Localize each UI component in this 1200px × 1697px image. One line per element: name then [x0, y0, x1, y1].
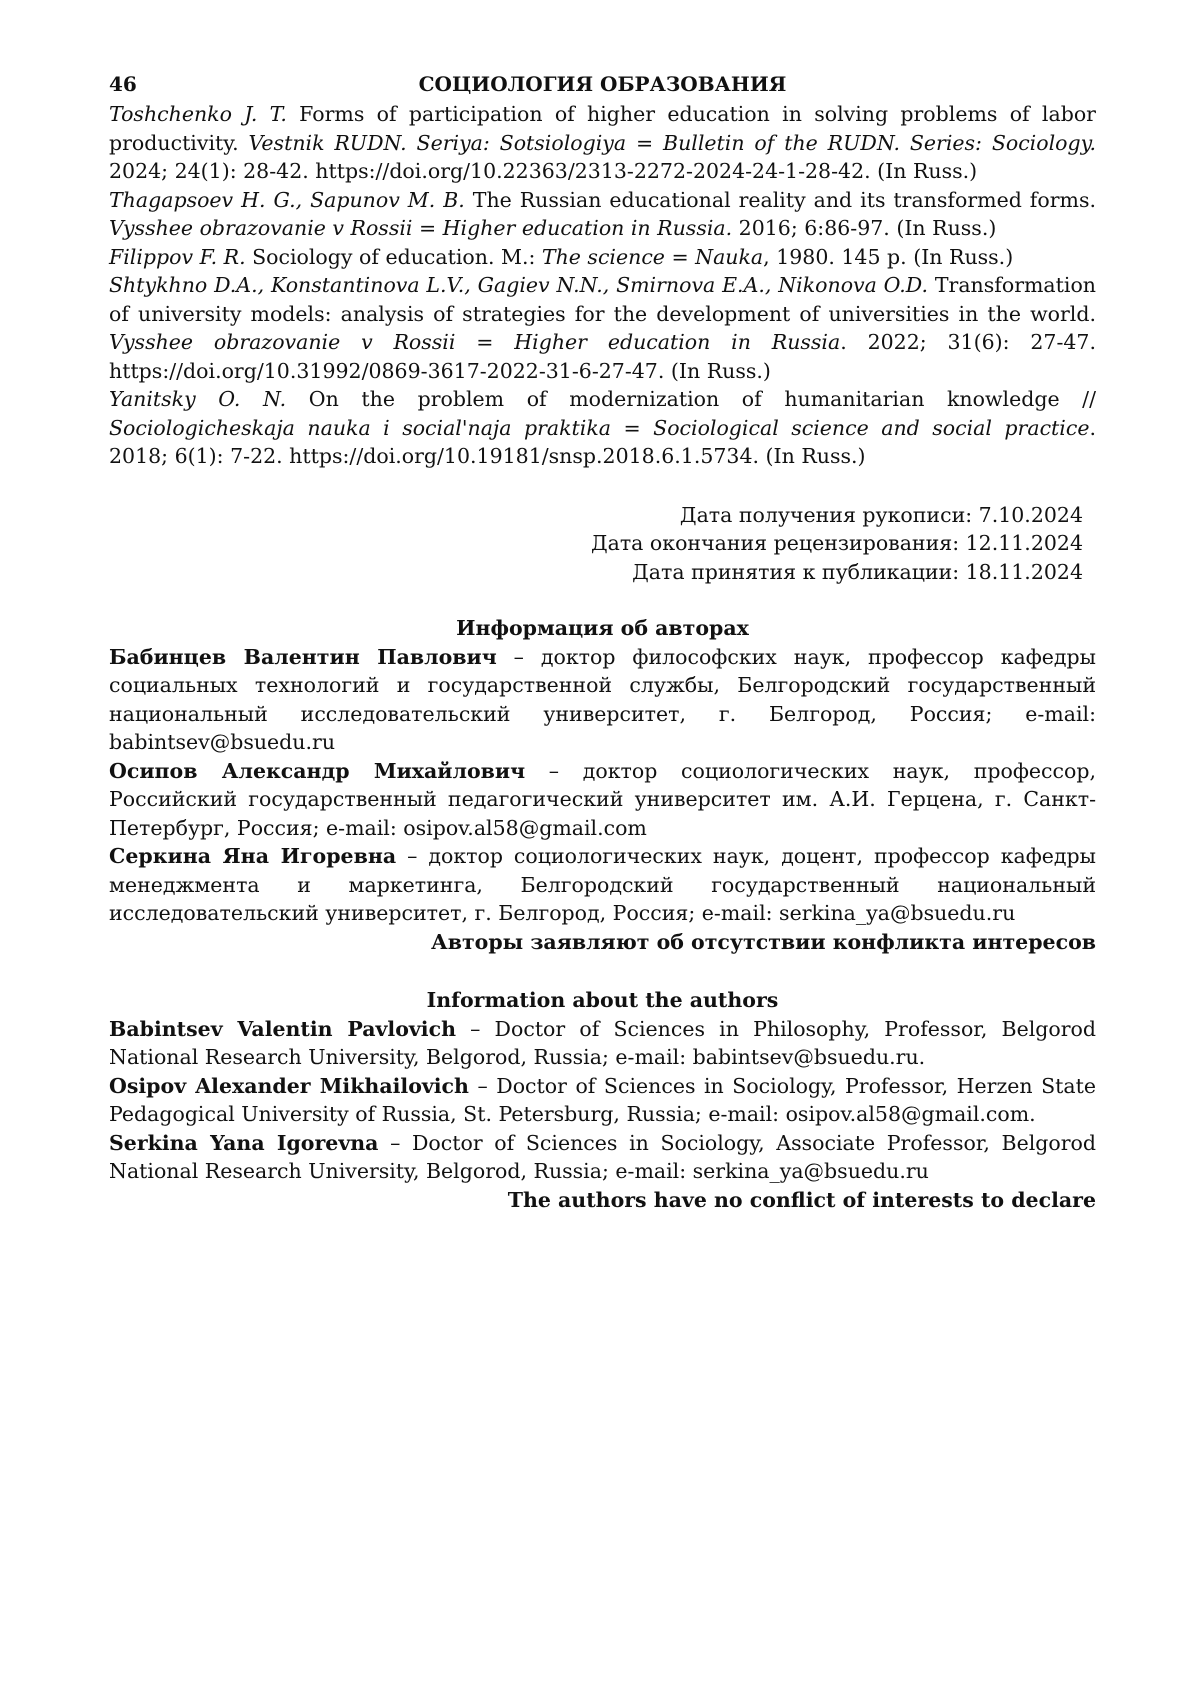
author-name: Babintsev Valentin Pavlovich — [109, 1016, 456, 1041]
reference-details: 2016; 6:86-97. (In Russ.) — [732, 216, 997, 240]
author-entry — [109, 842, 1096, 928]
reference-journal: Vysshee obrazovanie v Rossii = Higher education in Russia — [109, 330, 841, 354]
author-details: – доктор социологических наук, профессор, Российский государственный педагогический университет им. А.И. Герцена, г. Санкт-Петербург, Россия; e-mail: osipov.al58@gmail.com — [109, 758, 1096, 840]
reference-details: . 2022; 31(6): 27-47. https://doi.org/10.31992/0869-3617-2022-31-6-27-47. (In Russ.) — [109, 330, 1096, 383]
reference-journal: Vysshee obrazovanie v Rossii = Higher education in Russia. — [109, 216, 733, 240]
author-details: – Doctor of Sciences in Sociology, Associate Professor, Belgorod National Research University, Belgorod, Russia; e-mail: serkina_ya@bsuedu.ru — [109, 1130, 1096, 1183]
date-accepted: Дата принятия к публикации: 18.11.2024 — [632, 559, 1083, 584]
page-number: 46 — [109, 72, 137, 96]
author-details: – доктор социологических наук, доцент, профессор кафедры менеджмента и маркетинга, Белгородский государственный национальный исследовательский университет, г. Белгород, Россия; e-mail: serkina_ya@bsuedu.ru — [109, 844, 1096, 925]
manuscript-dates — [109, 501, 1096, 587]
reference-journal: Vestnik RUDN. Seriya: Sotsiologiya = Bulletin of the RUDN. Series: Sociology. — [248, 130, 1096, 155]
reference-authors: Yanitsky O. N. — [109, 387, 287, 411]
page-header — [109, 70, 1096, 100]
author-name: Осипов Александр Михайлович — [109, 758, 526, 783]
author-name: Serkina Yana Igorevna — [109, 1130, 379, 1155]
reference-item — [109, 243, 1096, 272]
reference-authors: Thagapsoev H. G., Sapunov M. B. — [109, 187, 465, 212]
authors-info-ru — [109, 643, 1096, 957]
reference-list — [109, 100, 1096, 471]
reference-title: On the problem of modernization of humanitarian knowledge // — [286, 387, 1096, 411]
authors-info-title-ru: Информация об авторах — [456, 616, 749, 640]
conflict-statement-ru: Авторы заявляют об отсутствии конфликта интересов — [431, 929, 1096, 954]
author-entry — [109, 1129, 1096, 1186]
reference-item — [109, 186, 1096, 243]
reference-authors: Toshchenko J. T. — [109, 102, 287, 126]
authors-info-en — [109, 1015, 1096, 1215]
author-details: – доктор философских наук, профессор кафедры социальных технологий и государственной службы, Белгородский государственный национальный исследовательский университет, г. Белгород, Россия; e-mail: babintsev@bsuedu.ru — [109, 644, 1096, 754]
author-entry — [109, 1072, 1096, 1129]
reference-details: , 1980. 145 p. (In Russ.) — [763, 244, 1014, 269]
author-name: Osipov Alexander Mikhailovich — [109, 1073, 469, 1098]
page-content — [109, 70, 1096, 1214]
reference-journal: Sociologicheskaja nauka i social'naja praktika = Sociological science and social practice — [109, 415, 1090, 440]
reference-authors: Filippov F. R. — [109, 244, 246, 269]
author-entry — [109, 757, 1096, 843]
date-reviewed: Дата окончания рецензирования: 12.11.2024 — [590, 531, 1083, 555]
reference-title: Transformation of university models: analysis of strategies for the development of universities in the world. — [109, 273, 1096, 326]
author-name: Серкина Яна Игоревна — [109, 844, 397, 868]
date-received: Дата получения рукописи: 7.10.2024 — [679, 502, 1083, 527]
reference-details: . 2018; 6(1): 7-22. https://doi.org/10.19181/snsp.2018.6.1.5734. (In Russ.) — [109, 415, 1096, 468]
reference-item — [109, 100, 1096, 186]
author-entry — [109, 1015, 1096, 1072]
reference-title: The Russian educational reality and its transformed forms. — [464, 187, 1096, 212]
conflict-statement-en: The authors have no conflict of interests to declare — [507, 1187, 1096, 1212]
author-details: – Doctor of Sciences in Philosophy, Professor, Belgorod National Research University, Belgorod, Russia; e-mail: babintsev@bsuedu.ru. — [109, 1016, 1097, 1069]
author-name: Бабинцев Валентин Павлович — [109, 644, 497, 669]
author-details: – Doctor of Sciences in Sociology, Professor, Herzen State Pedagogical University of Russia, St. Petersburg, Russia; e-mail: osipov.al58@gmail.com. — [109, 1073, 1096, 1126]
reference-title: Forms of participation of higher education in solving problems of labor productivity. — [109, 102, 1096, 155]
reference-item — [109, 271, 1096, 385]
reference-details: 2024; 24(1): 28-42. https://doi.org/10.22363/2313-2272-2024-24-1-28-42. (In Russ.) — [109, 159, 978, 183]
authors-info-title-en: Information about the authors — [426, 988, 779, 1012]
reference-journal: The science = Nauka — [541, 244, 764, 269]
running-title: СОЦИОЛОГИЯ ОБРАЗОВАНИЯ — [418, 72, 787, 96]
reference-authors: Shtykhno D.A., Konstantinova L.V., Gagiev N.N., Smirnova E.A., Nikonova O.D. — [109, 273, 929, 297]
reference-title: Sociology of education. M.: — [245, 244, 542, 269]
author-entry — [109, 643, 1096, 757]
reference-item — [109, 385, 1096, 471]
